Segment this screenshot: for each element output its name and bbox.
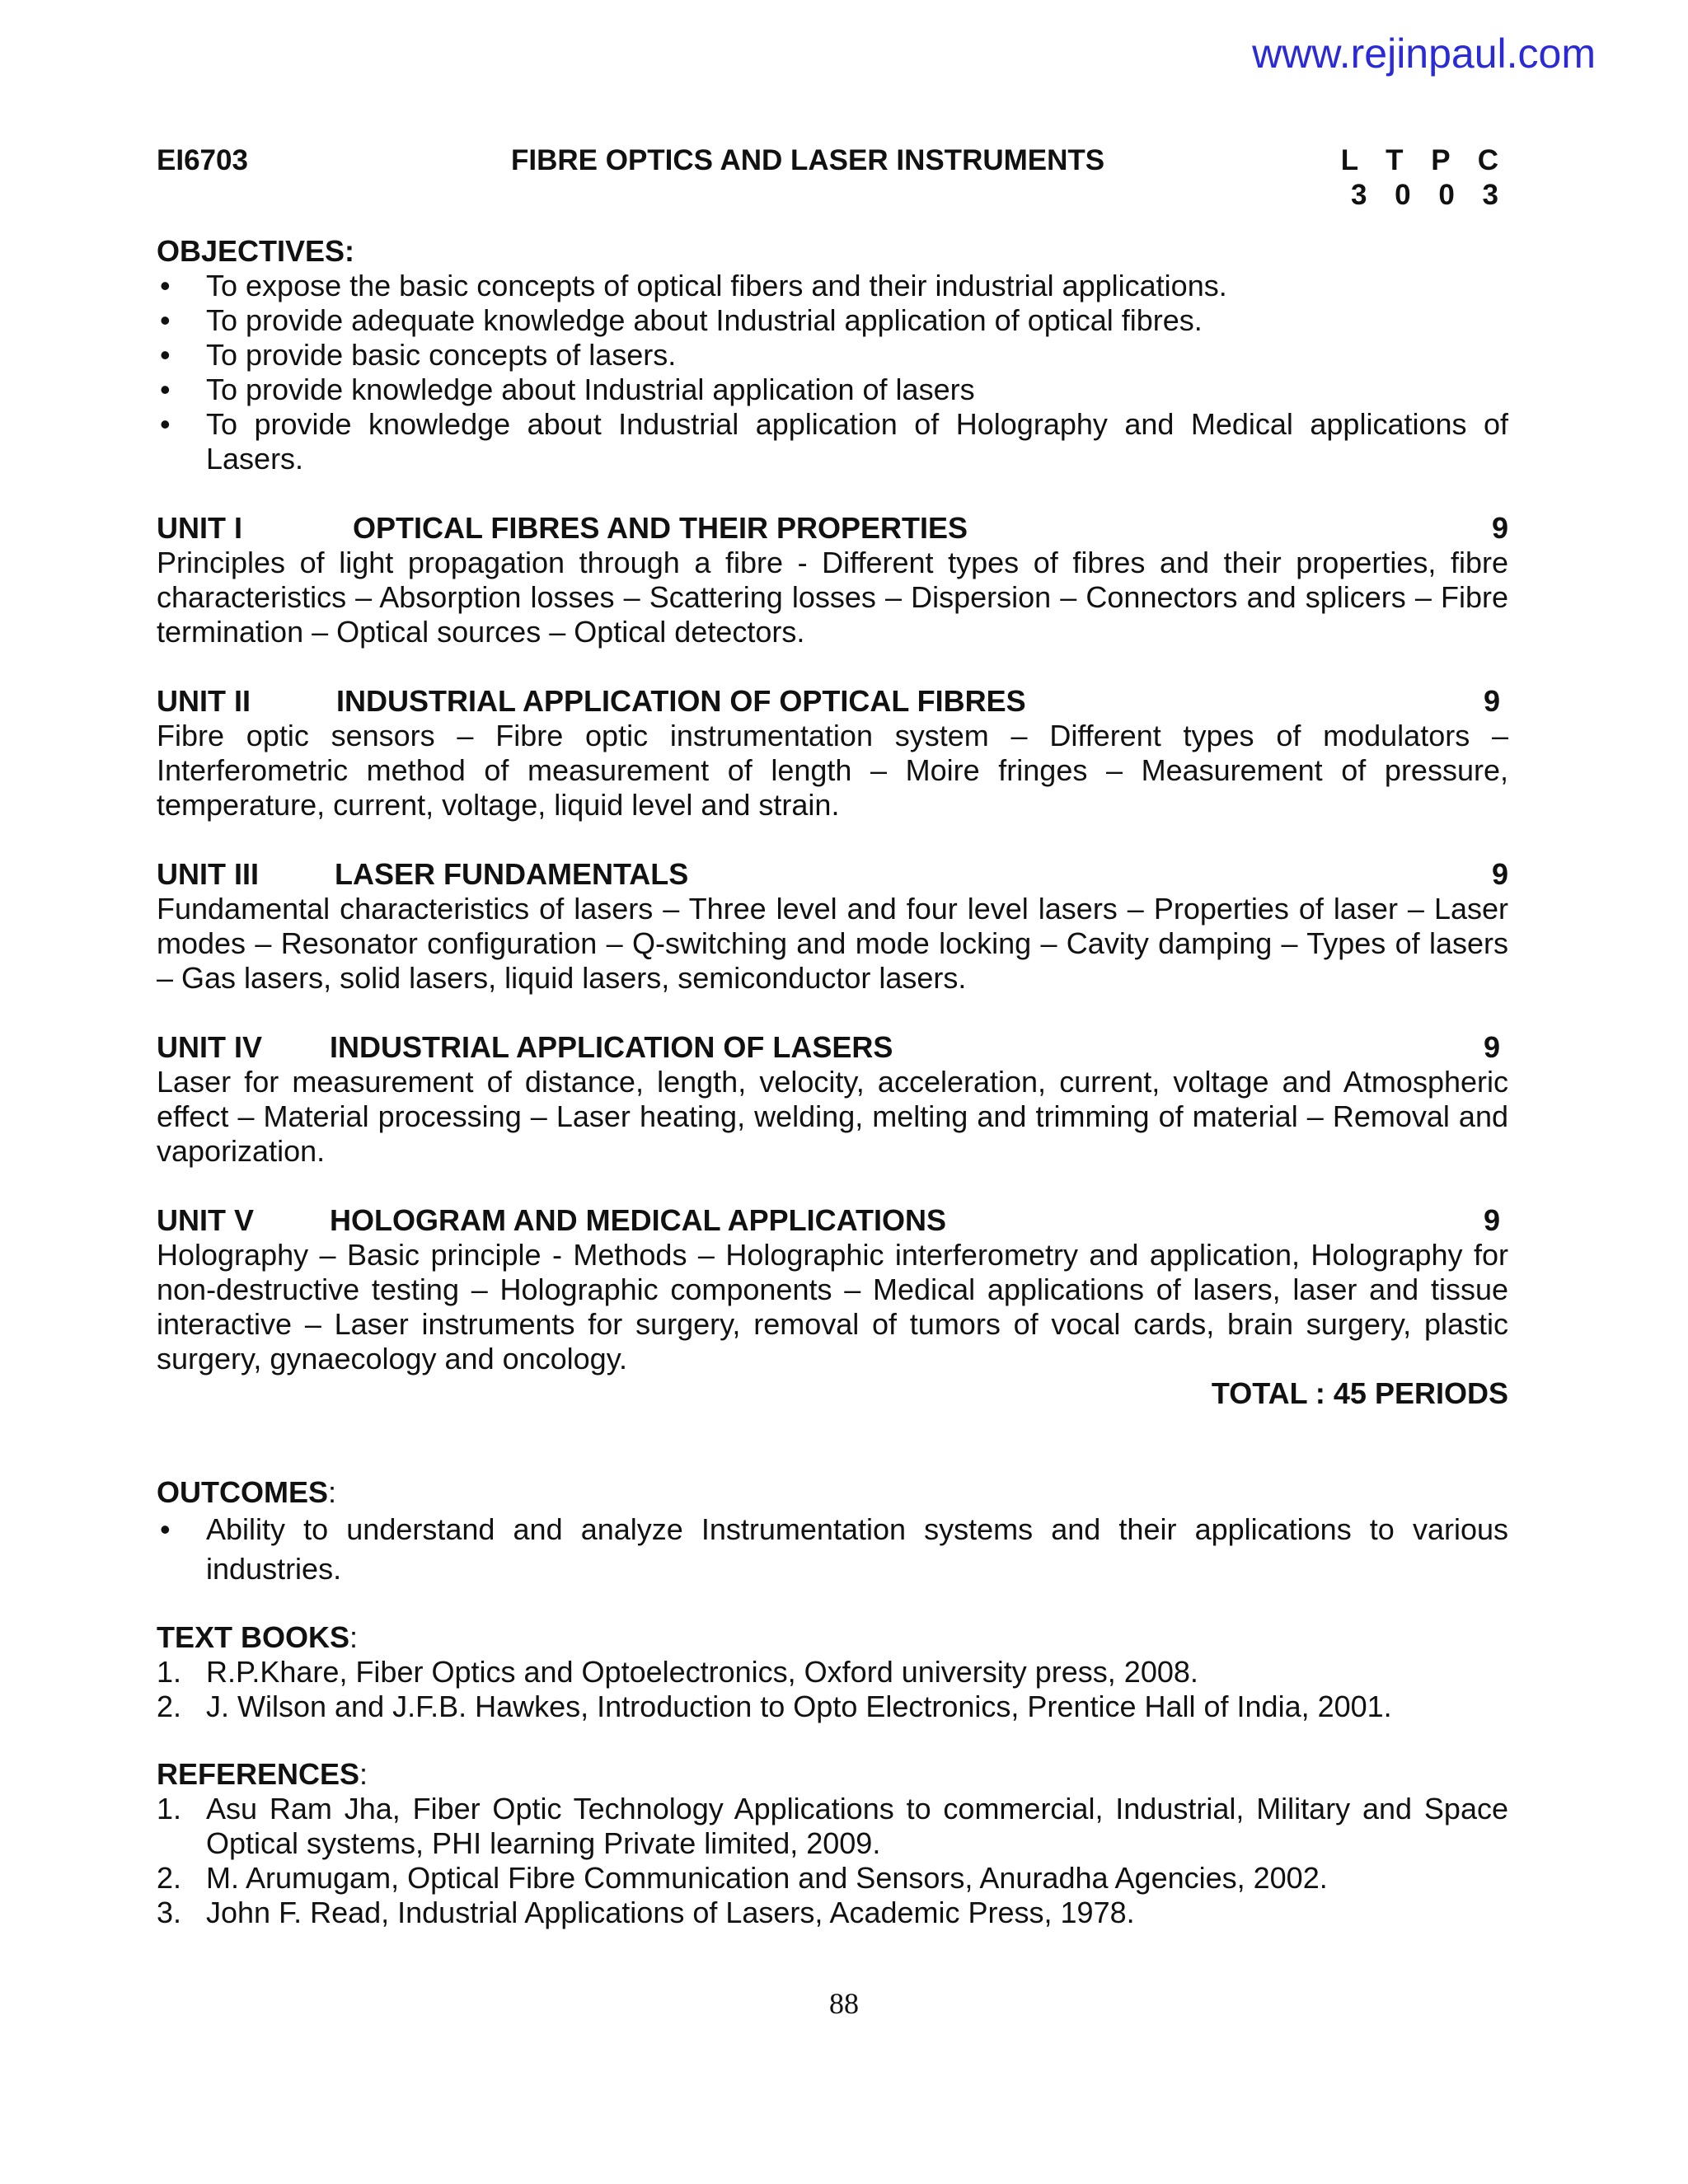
ltpc-block xyxy=(1341,143,1508,213)
unit-2-body: Fibre optic sensors – Fibre optic instrumentation system – Different types of modulators – Interferometric method of measurement of length – Moire fringes – Measurement of pressure, temperature, current, voltage, liquid level and strain. xyxy=(157,719,1508,822)
unit-3-body: Fundamental characteristics of lasers – Three level and four level lasers – Properties of laser – Laser modes – Resonator configuration – Q-switching and mode locking – Cavity damping – Types of lasers – Gas lasers, solid lasers, liquid lasers, semiconductor lasers. xyxy=(157,892,1508,995)
text-book-item: 2. J. Wilson and J.F.B. Hawkes, Introduction to Opto Electronics, Prentice Hall of India, 2001. xyxy=(157,1690,1392,1723)
text-book-text: J. Wilson and J.F.B. Hawkes, Introduction to Opto Electronics, Prentice Hall of India, 2001. xyxy=(206,1690,1392,1723)
objectives-list xyxy=(157,269,1508,476)
unit-name: UNIT IV xyxy=(157,1030,263,1064)
unit-name: UNIT II xyxy=(157,684,251,718)
objective-item: • To provide basic concepts of lasers. xyxy=(157,338,1508,373)
reference-item: 2. M. Arumugam, Optical Fibre Communication and Sensors, Anuradha Agencies, 2002. xyxy=(157,1861,1328,1895)
references-list xyxy=(157,1792,1508,1930)
unit-name: UNIT I xyxy=(157,511,242,545)
unit-name: UNIT V xyxy=(157,1203,255,1237)
unit-title: HOLOGRAM AND MEDICAL APPLICATIONS xyxy=(330,1203,946,1237)
unit-2-header xyxy=(157,684,1508,719)
outcome-item: • Ability to understand and analyze Instrumentation systems and their applications to various industries. xyxy=(157,1510,1508,1589)
unit-1-header xyxy=(157,511,1508,546)
outcomes-list xyxy=(157,1510,1508,1589)
course-header xyxy=(157,140,1508,209)
reference-text: Asu Ram Jha, Fiber Optic Technology Applications to commercial, Industrial, Military and Space Optical systems, PHI learning Private limited, 2009. xyxy=(206,1792,1508,1860)
ltpc-values: 3 0 0 3 xyxy=(1350,179,1508,211)
references-heading: REFERENCES: xyxy=(157,1757,368,1791)
unit-hours: 9 xyxy=(1491,511,1508,545)
unit-title: INDUSTRIAL APPLICATION OF OPTICAL FIBRES xyxy=(336,684,1026,718)
objective-item: • To provide adequate knowledge about Industrial application of optical fibres. xyxy=(157,303,1508,338)
text-books-heading: TEXT BOOKS: xyxy=(157,1620,359,1654)
unit-title: OPTICAL FIBRES AND THEIR PROPERTIES xyxy=(353,511,968,545)
text-books-heading-text: TEXT BOOKS xyxy=(157,1620,350,1654)
outcomes-heading: OUTCOMES: xyxy=(157,1475,337,1509)
syllabus-page xyxy=(157,140,1508,1930)
reference-item: 1. Asu Ram Jha, Fiber Optic Technology Applications to commercial, Industrial, Military and Space Optical systems, PHI learning Private limited, 2009. xyxy=(157,1792,1508,1860)
unit-hours: 9 xyxy=(1483,1203,1500,1237)
unit-5-header xyxy=(157,1203,1508,1238)
outcomes-heading-text: OUTCOMES xyxy=(157,1475,329,1509)
reference-item: 3. John F. Read, Industrial Applications of Lasers, Academic Press, 1978. xyxy=(157,1896,1135,1929)
unit-title: LASER FUNDAMENTALS xyxy=(335,857,689,891)
text-book-item: 1. R.P.Khare, Fiber Optics and Optoelectronics, Oxford university press, 2008. xyxy=(157,1655,1198,1689)
reference-text: John F. Read, Industrial Applications of Lasers, Academic Press, 1978. xyxy=(206,1896,1135,1929)
unit-1-body: Principles of light propagation through a fibre - Different types of fibres and their properties, fibre characteristics – Absorption losses – Scattering losses – Dispersion – Connectors and splicers – Fibre termination – Optical sources – Optical detectors. xyxy=(157,546,1508,649)
references-heading-text: REFERENCES xyxy=(157,1757,360,1791)
unit-5-body: Holography – Basic principle - Methods – Holographic interferometry and application, Holography for non-destructive testing – Holographic components – Medical applications of lasers, laser and tissue interactive – Laser instruments for surgery, removal of tumors of vocal cards, brain surgery, plastic surgery, gynaecology and oncology. xyxy=(157,1238,1508,1376)
unit-title: INDUSTRIAL APPLICATION OF LASERS xyxy=(330,1030,893,1064)
unit-hours: 9 xyxy=(1483,1030,1500,1064)
text-books-list xyxy=(157,1655,1508,1724)
watermark-url[interactable]: www.rejinpaul.com xyxy=(1252,30,1596,77)
unit-hours: 9 xyxy=(1483,684,1500,718)
reference-text: M. Arumugam, Optical Fibre Communication and Sensors, Anuradha Agencies, 2002. xyxy=(206,1861,1328,1895)
objectives-heading: OBJECTIVES: xyxy=(157,234,355,268)
unit-4-body: Laser for measurement of distance, length, velocity, acceleration, current, voltage and Atmospheric effect – Material processing – Laser heating, welding, melting and trimming of material – Removal and vaporization. xyxy=(157,1065,1508,1168)
objective-item: • To provide knowledge about Industrial application of lasers xyxy=(157,373,1508,407)
unit-hours: 9 xyxy=(1491,857,1508,891)
total-periods: TOTAL : 45 PERIODS xyxy=(1211,1376,1508,1410)
text-book-text: R.P.Khare, Fiber Optics and Optoelectronics, Oxford university press, 2008. xyxy=(206,1655,1198,1689)
objective-item: • To expose the basic concepts of optical fibers and their industrial applications. xyxy=(157,269,1508,303)
unit-4-header xyxy=(157,1030,1508,1065)
course-title: FIBRE OPTICS AND LASER INSTRUMENTS xyxy=(511,144,1105,176)
unit-3-header xyxy=(157,857,1508,892)
course-code: EI6703 xyxy=(157,144,248,176)
objective-item: • To provide knowledge about Industrial application of Holography and Medical applications of Lasers. xyxy=(157,407,1508,476)
unit-name: UNIT III xyxy=(157,857,259,891)
ltpc-labels: L T P C xyxy=(1340,144,1508,176)
page-number: 88 xyxy=(829,1987,859,2020)
